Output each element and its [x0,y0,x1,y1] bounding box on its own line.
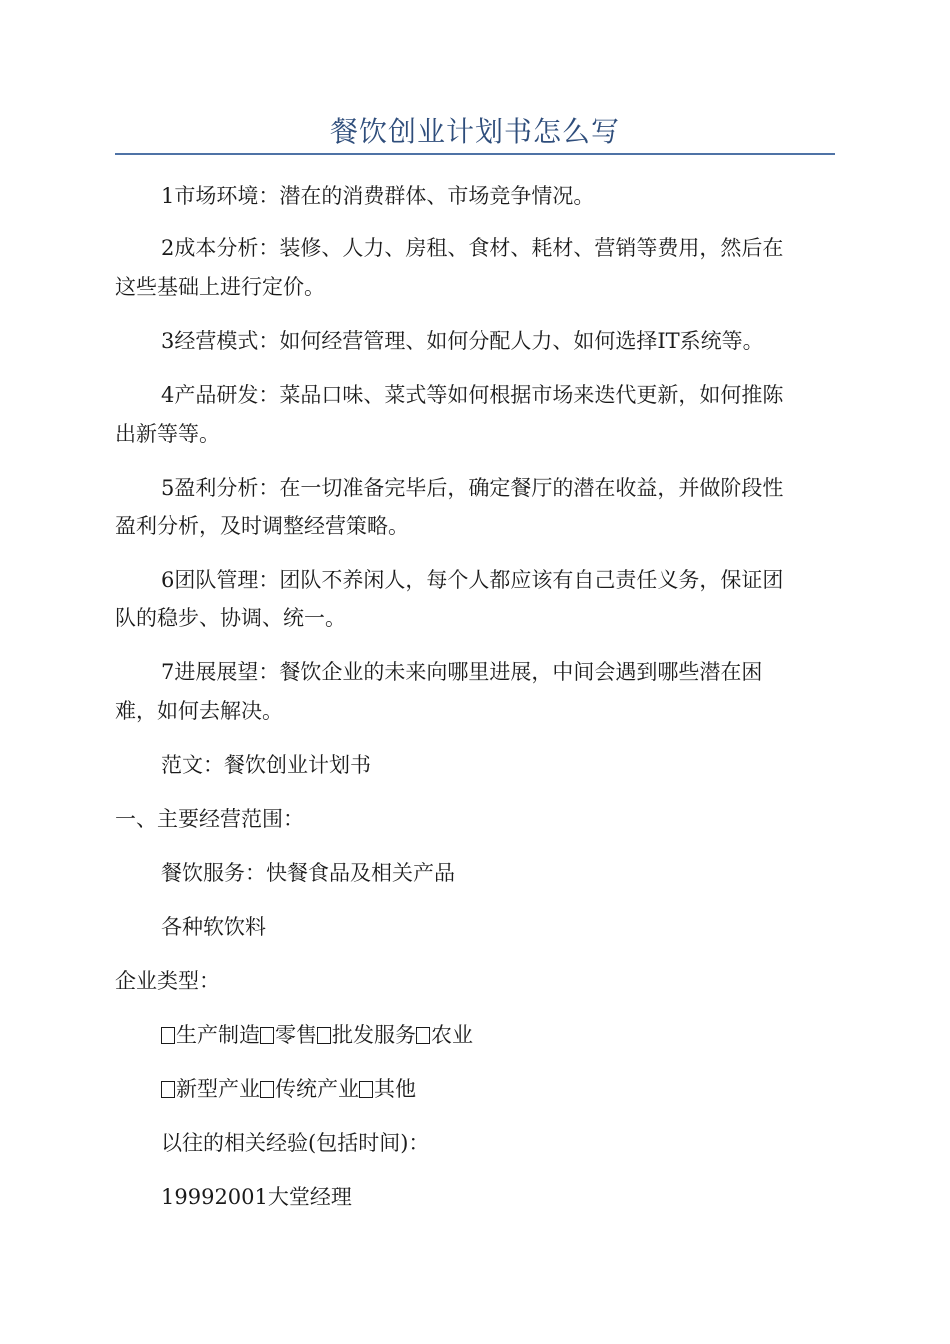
point-1-line-1: 1市场环境：潜在的消费群体、市场竞争情况。 [161,184,595,208]
point-6-line-2: 队的稳步、协调、统一。 [115,606,346,630]
point-4-line-1: 4产品研发：菜品口味、菜式等如何根据市场来迭代更新，如何推陈 [161,383,784,407]
company-type-row-1 [115,1015,835,1055]
document-title: 餐饮创业计划书怎么写 [329,115,620,148]
title-underline [115,153,835,155]
point-7-line-1: 7进展展望：餐饮企业的未来向哪里进展，中间会遇到哪些潜在困 [161,660,763,684]
point-7-line-2: 难，如何去解决。 [115,699,283,723]
point-5-line-1: 5盈利分析：在一切准备完毕后，确定餐厅的潜在收益，并做阶段性 [161,476,784,500]
checkbox-agriculture[interactable] [416,1027,430,1044]
point-2-line-1: 2成本分析：装修、人力、房租、食材、耗材、营销等费用，然后在 [161,236,784,260]
experience-label: 以往的相关经验(包括时间)： [161,1131,430,1155]
sample-heading: 范文：餐饮创业计划书 [161,753,371,777]
company-type-label: 企业类型： [115,969,220,993]
point-3-line-1: 3经营模式：如何经营管理、如何分配人力、如何选择IT系统等。 [161,329,764,353]
option-other: 其他 [374,1077,416,1101]
option-agriculture: 农业 [431,1023,473,1047]
scope-item-1: 餐饮服务：快餐食品及相关产品 [161,861,455,885]
point-6-line-1: 6团队管理：团队不养闲人，每个人都应该有自己责任义务，保证团 [161,568,784,592]
option-retail: 零售 [275,1023,317,1047]
company-type-row-2 [115,1069,835,1109]
checkbox-wholesale[interactable] [317,1027,331,1044]
point-4-line-2: 出新等等。 [115,422,220,446]
checkbox-other[interactable] [359,1081,373,1098]
option-traditional-industry: 传统产业 [275,1077,359,1101]
option-manufacturing: 生产制造 [176,1023,260,1047]
scope-item-2: 各种软饮料 [161,915,266,939]
option-new-industry: 新型产业 [176,1077,260,1101]
experience-item: 19992001大堂经理 [161,1185,352,1209]
checkbox-traditional-industry[interactable] [260,1081,274,1098]
point-5-line-2: 盈利分析，及时调整经营策略。 [115,514,409,538]
checkbox-retail[interactable] [260,1027,274,1044]
checkbox-new-industry[interactable] [161,1081,175,1098]
point-2-line-2: 这些基础上进行定价。 [115,275,325,299]
option-wholesale: 批发服务 [332,1023,416,1047]
section-1-heading: 一、主要经营范围： [115,807,304,831]
checkbox-manufacturing[interactable] [161,1027,175,1044]
